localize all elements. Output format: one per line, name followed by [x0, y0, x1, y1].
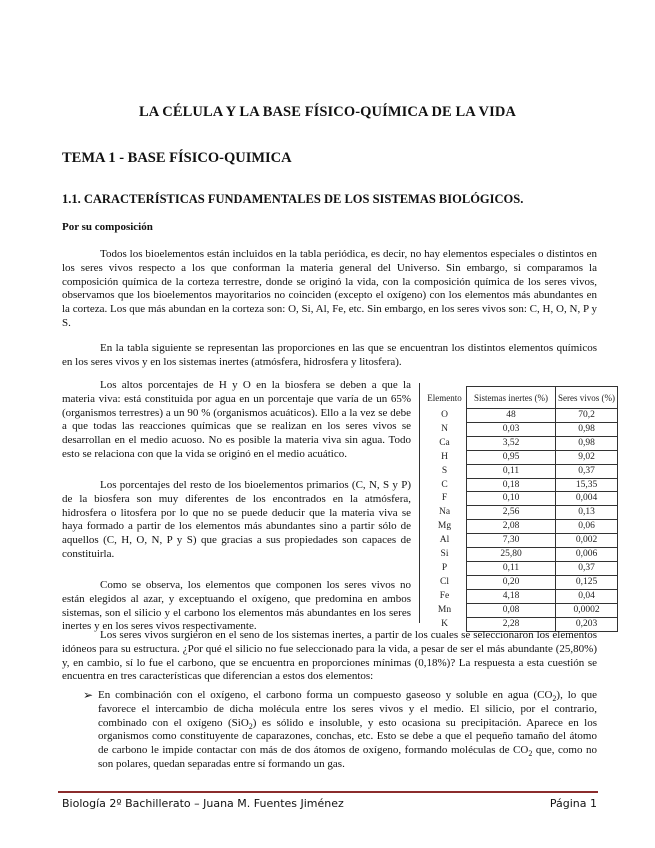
paragraph-1: Todos los bioelementos están incluidos en la tabla periódica, es decir, no hay elementos especiales o distintos en los seres vivos respecto a los que conforman la materia general del Universo. Sin embargo, si comparamos la composición química de la corteza terrestre, donde se originó la vida, con la composición química de los seres vivos, observamos que los bioelementos mayoritarios no coinciden (excepto el oxígeno) con los elementos más abundantes en la corteza. Los que más abundan en la corteza son: O, Si, Al, Fe, etc. Sin embargo, en los seres vivos son: C, H, O, N, P y S.: [62, 248, 597, 329]
table-row: [423, 506, 618, 520]
table-row: [423, 520, 618, 534]
header-element: Elemento: [427, 392, 462, 403]
living-cell: 0,37: [556, 464, 618, 478]
inert-cell: 3,52: [467, 436, 556, 450]
element-cell: Al: [439, 535, 450, 546]
inert-cell: 0,10: [467, 492, 556, 506]
footer-rule: [58, 791, 598, 793]
inert-cell: 0,08: [467, 603, 556, 617]
inert-cell: 2,56: [467, 506, 556, 520]
table-row: [423, 422, 618, 436]
inert-cell: 0,95: [467, 450, 556, 464]
table-row: [423, 534, 618, 548]
element-cell: Si: [440, 549, 449, 560]
inert-cell: 0,11: [467, 561, 556, 575]
living-cell: 0,0002: [556, 603, 618, 617]
element-cell: K: [441, 618, 448, 629]
element-cell: P: [441, 562, 448, 573]
section-heading: 1.1. CARACTERÍSTICAS FUNDAMENTALES DE LOS SISTEMAS BIOLÓGICOS.: [62, 192, 524, 206]
footer-page-number: Página 1: [549, 797, 597, 810]
element-cell: Mn: [437, 604, 452, 615]
inert-cell: 0,20: [467, 575, 556, 589]
bullet-text-1: En combinación con el oxígeno, el carbono forma un compuesto gaseoso y soluble en agua (CO: [98, 689, 553, 701]
table-row: [423, 478, 618, 492]
living-cell: 0,98: [556, 436, 618, 450]
living-cell: 0,004: [556, 492, 618, 506]
table-row: [423, 464, 618, 478]
inert-cell: 0,11: [467, 464, 556, 478]
element-cell: S: [441, 465, 448, 476]
bullet-paragraph: [98, 689, 597, 772]
table-row: [423, 589, 618, 603]
living-cell: 0,13: [556, 506, 618, 520]
element-cell: Mg: [437, 521, 452, 532]
paragraph-2: En la tabla siguiente se representan las proporciones en las que se encuentran los distintos elementos químicos en los seres vivos y en los sistemas inertes (atmósfera, hidrosfera y litosfera).: [62, 342, 597, 368]
living-cell: 0,002: [556, 534, 618, 548]
living-cell: 0,04: [556, 589, 618, 603]
table-row: [423, 436, 618, 450]
header-inert: Sistemas inertes (%): [467, 387, 556, 409]
element-cell: Na: [438, 507, 451, 518]
element-cell: N: [441, 423, 448, 434]
inert-cell: 0,18: [467, 478, 556, 492]
living-cell: 70,2: [556, 409, 618, 423]
inert-cell: 2,28: [467, 617, 556, 631]
bullet-text-3: ) es sólido e insoluble, y esto ocasiona su precipitación. Aparece en los organismos como constituyente de caparazones, conchas, etc. Esto se debe a que el pequeño tamaño del átomo de carbono le impide contactar con más de dos átomos de oxígeno, formando moléculas de CO: [98, 716, 597, 757]
element-cell: C: [441, 479, 448, 490]
bullet-text-2: ), lo que favorece el intercambio de dicha molécula entre los seres vivos y el medio. El silicio, por el contrario, combinado con el oxígeno (SiO: [98, 689, 597, 729]
table-header-row: [423, 387, 618, 409]
element-cell: O: [441, 410, 448, 420]
living-cell: 0,98: [556, 422, 618, 436]
living-cell: 0,37: [556, 561, 618, 575]
element-cell: Cl: [440, 576, 449, 587]
living-cell: 0,203: [556, 617, 618, 631]
table-row: [423, 603, 618, 617]
table-row: [423, 409, 618, 423]
subsection-heading: Por su composición: [62, 221, 153, 233]
element-cell: Ca: [439, 437, 450, 448]
table-row: [423, 561, 618, 575]
element-cell: F: [441, 493, 448, 504]
bullet-sub-3: 2: [528, 749, 533, 759]
table-body: [423, 409, 618, 632]
page-title: LA CÉLULA Y LA BASE FÍSICO-QUÍMICA DE LA VIDA: [138, 104, 517, 120]
paragraph-3: Los altos porcentajes de H y O en la biosfera se deben a que la materia viva: está constituida por agua en un porcentaje que varía de un 65% (organismos terrestres) a un 90 % (organismos acuáticos). Ello a la vez se debe a que todas las reacciones químicas que se realizan en los seres vivos se desarrollan en el medio acuoso. No es posible la materia viva sin agua. Todo esto se relaciona con que la vida se originó en el medio acuático.: [62, 379, 411, 460]
paragraph-4: Los porcentajes del resto de los bioelementos primarios (C, N, S y P) de la biosfera son muy diferentes de los encontrados en la atmósfera, hidrosfera o litosfera por lo que no se puede deducir que la materia viva se haya formado a partir de los elementos más abundantes sino a partir sólo de aquellos (C, H, O, N, P y S) que gracias a sus propiedades son capaces de constituirla.: [62, 479, 411, 560]
living-cell: 0,125: [556, 575, 618, 589]
table-row: [423, 450, 618, 464]
bullet-sub-2: 2: [248, 721, 253, 731]
living-cell: 15,35: [556, 478, 618, 492]
bullet-arrow-icon: ➢: [83, 688, 94, 702]
living-cell: 0,006: [556, 548, 618, 562]
inert-cell: 25,80: [467, 548, 556, 562]
tema-heading: TEMA 1 - BASE FÍSICO-QUIMICA: [62, 150, 292, 166]
table-row: [423, 492, 618, 506]
inert-cell: 2,08: [467, 520, 556, 534]
header-living: Seres vivos (%): [556, 387, 618, 409]
bullet-sub-1: 2: [552, 694, 557, 704]
inert-cell: 7,30: [467, 534, 556, 548]
living-cell: 9,02: [556, 450, 618, 464]
element-cell: Fe: [439, 590, 450, 601]
footer-left: Biología 2º Bachillerato – Juana M. Fuentes Jiménez: [62, 797, 344, 810]
table-row: [423, 575, 618, 589]
table-row: [423, 548, 618, 562]
inert-cell: 0,03: [467, 422, 556, 436]
inert-cell: 4,18: [467, 589, 556, 603]
living-cell: 0,06: [556, 520, 618, 534]
bullet-text-4: que, como no son polares, quedan separadas entre sí formando un gas.: [98, 744, 597, 770]
elements-table: [423, 386, 618, 632]
paragraph-6: Los seres vivos surgieron en el seno de los sistemas inertes, a partir de los cuales se seleccionaron los elementos idóneos para su estructura. ¿Por qué el silicio no fue seleccionado para la vida, a pesar de ser el más abundante (25,80%) y, en cambio, sí lo fue el carbono, que se encuentra en proporciones mínimas (0,18%)? La respuesta a esta cuestión se encuentra en tres características que diferencian a estos dos elementos:: [62, 629, 597, 683]
inert-cell: 48: [467, 409, 556, 423]
paragraph-5: Como se observa, los elementos que componen los seres vivos no están elegidos al azar, y exceptuando el oxígeno, que predomina en ambos sistemas, son el silicio y el carbono los elementos más abundantes en los seres inertes y en los seres vivos respectivamente.: [62, 579, 411, 633]
element-cell: H: [441, 451, 448, 462]
